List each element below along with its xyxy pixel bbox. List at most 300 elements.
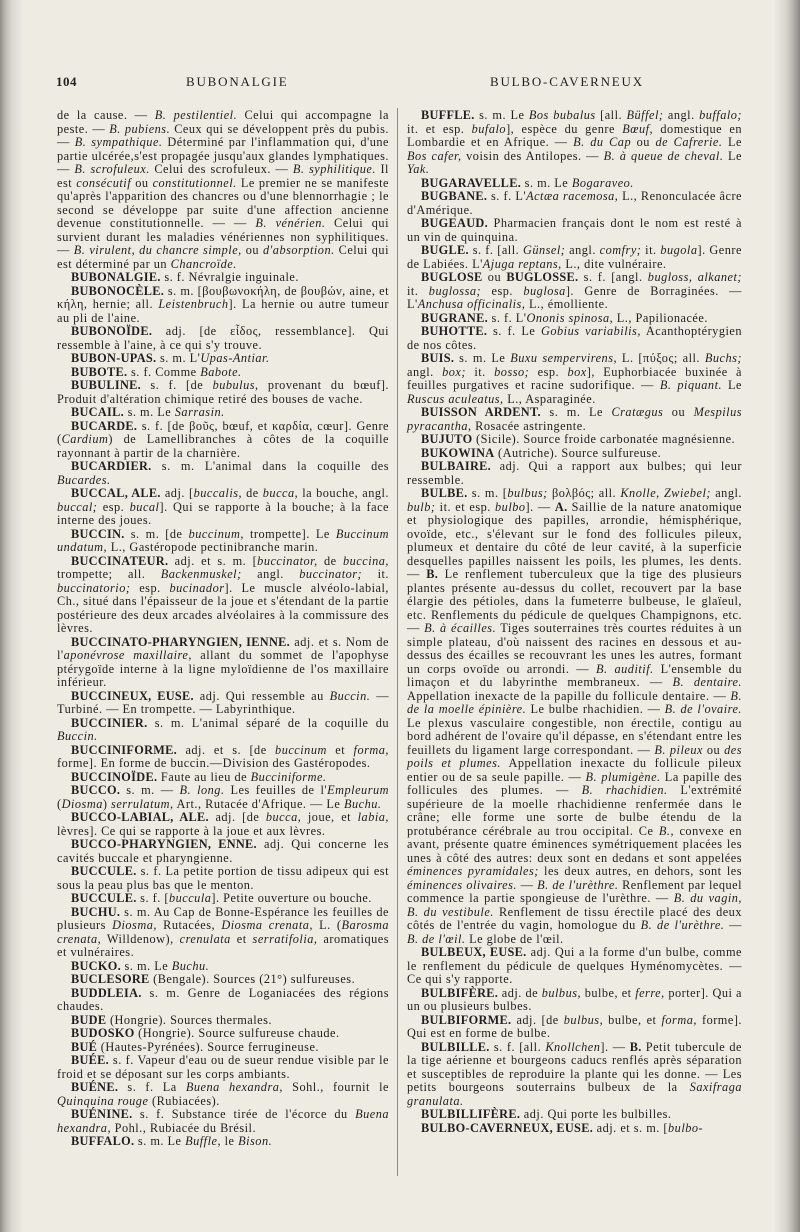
running-head-first-entry: BUBONALGIE [186,74,289,89]
entry-italic-text: bulbus, [541,985,582,1000]
dictionary-entry [57,379,389,406]
entry-text: s. f. Vapeur d'eau ou de sueur rendue visible par le froid et se déposant sur les corps ambiants. [57,1053,389,1081]
entry-text: le [221,1134,239,1148]
entry-italic-text: forma, [353,742,389,757]
entry-italic-text: B., [658,823,675,838]
entry-bold-text: BUCCULE. [71,864,137,878]
entry-text: ou [702,742,725,757]
entry-text: adj. et s. m. [ [168,553,258,568]
entry-bold-text: BUDE [71,1012,107,1027]
dictionary-entry [57,636,389,690]
dictionary-entry [57,271,389,285]
entry-text: s. m. — [120,783,180,797]
entry-bold-text: BUÉNINE. [71,1107,133,1121]
entry-italic-text: Barosma crenata, [57,918,389,946]
entry-text: adj. Qui ressemble au [193,688,330,703]
entry-text: s. f. La petite portion de tissu adipeux qui est sous la peau plus bas que le menton. [57,864,389,892]
entry-italic-text: B. pubiens. [109,121,171,136]
dictionary-entry [57,811,389,838]
entry-text: Rutacées, [156,918,222,932]
entry-text: adj. Qui a la forme d'un bulbe, comme le renflement du pédicule de quelques Hyménomycètes. — Ce qui s'y rapporte. [407,945,742,986]
entry-bold-text: BULBO-CAVERNEUX, EUSE. [421,1120,594,1135]
entry-bold-text: BUCKO. [71,958,121,973]
dictionary-entry [407,987,742,1014]
dictionary-entry [57,1027,389,1041]
entry-italic-text: Cratægus [611,405,664,419]
entry-text: (Rubiacées). [148,1093,220,1108]
entry-bold-text: BUCHU. [71,904,121,919]
entry-text: adj. et s. [de [177,742,276,757]
entry-italic-text: buglosa [523,283,566,298]
entry-italic-text: buccinator; [299,567,363,581]
entry-text: ]. Qui se rapporte à la bouche; à la face interne des joues. [57,499,389,527]
entry-bold-text: BUBONOCÈLE. [71,283,165,298]
left-column [57,109,389,1149]
entry-bold-text: BUCCO. [71,783,121,797]
entry-italic-text: bulb; [407,499,436,514]
entry-text: Le renflement tuberculeux que la tige des plusieurs plantes présente au-dessus du collet, recouvert par la base élargie des pétioles, dans la fumeterre bulbeuse, le glaïeul, etc. Renflements du pédicule de quelques Champignons, etc. — [407,567,742,635]
entry-italic-text: bosso; [494,364,530,379]
entry-text: Willdenow), [101,931,180,946]
entry-text: Sohl., fournit le [282,1080,389,1094]
entry-bold-text: BUDOSKO [71,1026,135,1040]
dictionary-entry [57,487,389,528]
entry-text: — Turbiné. — En trompette. — Labyrinthique. [57,688,389,716]
dictionary-entry [57,744,389,771]
entry-italic-text: B. rhachidien. [581,783,668,797]
entry-text: ( [57,796,62,811]
entry-text: s. m. Le [521,175,572,190]
entry-text: adj. et s. Nom de l' [57,634,389,662]
entry-bold-text: BUGLOSSE. [506,270,579,284]
entry-text: (Hongrie). Source sulfureuse chaude. [134,1026,340,1040]
entry-bold-text: BUCCINIFORME. [71,742,178,757]
entry-bold-text: BUCCAL, ALE. [71,486,161,500]
entry-text: trompette; all. [57,567,161,581]
entry-text: L'ensemble du limaçon et du labyrinthe membraneux. — [407,661,742,689]
entry-italic-text: Bucciniforme. [250,769,327,784]
entry-bold-text: BUCCINATO-PHARYNGIEN, IENNE. [71,634,291,649]
entry-bold-text: BUÉ [71,1039,98,1054]
entry-italic-text: Ononis spinosa, [526,310,614,325]
dictionary-entry [407,1122,742,1136]
entry-text: adj. [de [208,810,266,824]
entry-text: s. f. Comme [127,364,201,379]
dictionary-entry [57,838,389,865]
entry-text: Déterminé par l'inflammation qui, d'une partie ulcérée,s'est propagée jusqu'aux glandes lymphatiques. — [57,135,389,176]
entry-text: Faute au lieu de [157,769,251,784]
entry-text: Le globe de l'œil. [465,931,564,946]
entry-text: Le bulbe rhachidien. — [526,702,665,716]
entry-text: joue, et [301,810,358,824]
entry-text: Il est [57,162,389,190]
dictionary-entry [57,1041,389,1055]
entry-text: convexe en avant, présente quatre éminences symétriquement placées les unes à côté des autres: deux sont en dedans et sont appelées [407,823,742,865]
entry-text: s. f. [all. [468,243,523,257]
entry-bold-text: BUBULINE. [71,378,142,392]
entry-italic-text: B. à écailles. [424,621,497,635]
entry-italic-text: Buena hexandra, [57,1107,389,1135]
entry-text: (Hautes-Pyrénées). Source ferrugineuse. [97,1039,319,1054]
entry-text: Tiges souterraines très courtes réduites à un simple plateau, d'où naissent des racines en dessous et au-dessus des écailles se recouvrant les unes les autres, formant un corps ovoïde ou arrondi. — [407,621,743,676]
entry-italic-text: Günsel; [522,243,566,257]
entry-text: adj. et s. m. [ [593,1120,669,1135]
entry-text: adj. [de εἶδος, ressemblance]. Qui ressemble à l'aine, à ce qui s'y trouve. [57,324,389,352]
entry-italic-text: éminences pyramidales; [407,864,539,878]
entry-bold-text: BUCCINOÏDE. [71,769,158,784]
running-head-last-entry: BULBO-CAVERNEUX [490,74,644,89]
dictionary-entry [57,960,389,974]
entry-text: bulbe, et [581,985,636,1000]
entry-italic-text: Babote. [200,364,242,379]
entry-italic-text: B. auditif. [596,661,654,676]
dictionary-entry [57,987,389,1014]
entry-text: s. m. Le [540,405,612,419]
entry-text: s. m. Au Cap de Bonne-Espérance les feuilles de plusieurs [57,904,389,932]
entry-italic-text: Bucardes. [57,472,111,487]
entry-italic-text: Buccin. [329,688,371,703]
entry-text: adj. Qui a rapport aux bulbes; qui leur ressemble. [407,459,742,487]
entry-text: s. f. Substance tirée de l'écorce du [132,1107,356,1121]
entry-text: it. et esp. [407,121,472,136]
entry-bold-text: BUCCINEUX, EUSE. [71,688,194,703]
entry-bold-text: BUÉE. [71,1053,110,1067]
entry-italic-text: bulbo [495,499,526,514]
dictionary-entry [57,460,389,487]
entry-italic-text: Buccinum undatum, [57,526,390,554]
entry-italic-text: B. sympathique. [74,135,163,149]
entry-bold-text: BUCCINIER. [71,715,148,730]
entry-text: L. ( [312,918,342,932]
entry-italic-text: Bison. [238,1134,273,1148]
entry-text: s. m. L' [156,351,201,365]
entry-text: ]. La hernie ou autre tumeur au pli de l'aine. [57,297,389,325]
dictionary-entry [407,109,742,177]
entry-italic-text: Knollchen [545,1039,601,1054]
right-column [407,109,742,1135]
entry-italic-text: d'absorption. [263,243,335,257]
dictionary-entry [57,528,389,555]
entry-text: s. m. Genre de Loganiacées des régions chaudes. [57,985,389,1013]
entry-text: Renflement par lequel commence la partie spongieuse de l'urèthre. — [407,877,742,905]
entry-text: s. m. [de [124,526,189,541]
entry-text: it. [641,243,661,257]
entry-text: Appellation inexacte de la papille du follicule dentaire. — [407,688,731,703]
dictionary-entry [57,892,389,906]
entry-text: (Sicile). Source froide carbonatée magnésienne. [472,432,736,446]
entry-text: adj. Qui concerne les cavités buccale et pharyngienne. [57,837,389,865]
entry-text: ]. Genre de Labiées. L' [407,243,742,271]
entry-text: La papille des follicules des plumes. — [407,769,743,797]
entry-italic-text: buccalis, [193,486,243,500]
dictionary-entry [57,1108,389,1135]
entry-bold-text: BUGRANE. [421,310,488,325]
entry-text: L'extrémité supérieure de la moelle rhachidienne renfermée dans le crâne; elle forme une sorte de bulbe étendu de la protubérance cérébrale au trou occipital. Ce [407,783,742,838]
entry-text: ]. — [525,499,555,514]
entry-italic-text: B. de la moelle épinière. [407,688,742,716]
entry-text: esp. [97,499,130,514]
entry-text: forme]. Qui est en forme de bulbe. [407,1012,742,1040]
entry-text: allant du sommet de l'apophyse ptérygoïde interne à la ligne myloïdienne de l'os maxillaire inférieur. [57,648,389,689]
entry-italic-text: B. du Cap [573,135,632,149]
entry-text: lèvres]. Ce qui se rapporte à la joue et aux lèvres. [57,823,326,838]
entry-italic-text: B. à queue de cheval. [603,148,724,163]
entry-italic-text: bufalo [471,121,507,136]
entry-bold-text: BUCCO-PHARYNGIEN, ENNE. [71,837,257,851]
entry-italic-text: B. long. [179,783,225,797]
entry-bold-text: BUBOTE. [71,364,128,379]
entry-text: adj. Qui porte les bulbilles. [520,1107,672,1121]
entry-text: ) de Lamellibranches à côtes de la coquille rayonnant à partir de la charnière. [57,432,389,460]
entry-italic-text: bucca, [262,486,299,500]
entry-italic-text: buglossa; [428,283,482,298]
entry-italic-text: buccina, [343,553,390,568]
dictionary-entry [407,325,742,352]
dictionary-entry [407,433,742,447]
entry-text: (Hongrie). Sources thermales. [106,1012,272,1027]
entry-italic-text: bulbus, [563,1012,604,1027]
entry-text: les deux autres, en dehors, sont les [538,864,742,878]
entry-italic-text: comfry; [599,243,642,257]
entry-text: L., Asparaginée. [503,391,596,406]
entry-text: esp. [529,364,568,379]
entry-text: adj. [ [160,486,194,500]
entry-text: s. m. L'animal séparé de la coquille du [147,715,389,730]
dictionary-entry [57,906,389,960]
entry-bold-text: B. [629,1039,642,1054]
entry-italic-text: Cardium [61,432,109,446]
entry-bold-text: A. [554,499,568,514]
entry-italic-text: éminences olivaires. [407,877,518,892]
entry-bold-text: B. [426,567,439,581]
entry-text: s. f. [angl. [578,270,648,284]
entry-bold-text: BULBIFORME. [421,1012,512,1027]
entry-italic-text: bucal [129,499,160,514]
entry-text: s. m. Le [454,351,511,365]
entry-text: ) [102,796,112,811]
entry-italic-text: B. de l'urèthre. [640,918,725,932]
entry-text: domestique en Lombardie et en Afrique. — [407,121,742,149]
dictionary-entry [57,285,389,326]
dictionary-entry [407,460,742,487]
entry-bold-text: BUDDLEIA. [71,985,142,1000]
entry-bold-text: BUGARAVELLE. [421,175,522,190]
entry-italic-text: Quinquina rouge [57,1093,149,1108]
entry-italic-text: B. du vagin, B. du vestibule. [407,891,742,919]
entry-italic-text: Bos cafer, [407,148,462,163]
entry-italic-text: bugola [660,243,698,257]
entry-italic-text: B. de l'ovaire. [664,702,742,716]
entry-bold-text: BUGLOSE [421,270,483,284]
entry-italic-text: Bogaraveo. [571,175,634,190]
dictionary-entry [57,865,389,892]
entry-text: it. [362,567,389,581]
entry-italic-text: B. dentaire. [672,675,742,689]
dictionary-entry [407,312,742,326]
entry-text: ou [631,135,656,149]
dictionary-entry [57,1014,389,1028]
entry-text: s. f. [de [141,378,213,392]
entry-text: s. f. Le [487,324,541,338]
entry-text: s. m. [ [467,486,508,500]
entry-text: porter]. Qui a un ou plusieurs bulbes. [407,985,742,1013]
entry-text: s. f. Névralgie inguinale. [160,270,299,284]
entry-italic-text: de Cafrerie. [655,135,723,149]
entry-italic-text: Bœuf, [622,121,654,136]
entry-text: s. m. Le [124,405,175,419]
entry-text: de [317,553,343,568]
entry-bold-text: BUCLESORE [71,972,150,986]
entry-bold-text: BUCCIN. [71,526,125,541]
entry-text: it. [465,364,495,379]
entry-italic-text: forma, [661,1012,697,1027]
entry-text: aromatiques et vulnéraires. [57,931,389,959]
entry-text: s. f. [de βοῦς, bœuf, et καρδία, cœur]. Genre ( [57,418,389,446]
entry-text: βολβός; all. [547,486,621,500]
entry-text: — [724,918,742,932]
entry-italic-text: serrulatum, [111,796,174,811]
entry-italic-text: B. syphilitique. [292,162,376,176]
entry-italic-text: B. vénérien. [255,216,326,230]
entry-italic-text: Actæa racemosa, [526,189,619,203]
entry-bold-text: BUGLE. [421,243,469,257]
dictionary-entry [57,366,389,380]
dictionary-entry [407,406,742,433]
entry-italic-text: Chancroïde. [170,256,237,271]
entry-italic-text: Diosma, [112,918,157,932]
entry-bold-text: BULBILLIFÈRE. [421,1107,521,1121]
entry-text: — [517,877,538,892]
entry-text: Le [723,148,743,163]
entry-italic-text: Bos bubalus [528,108,596,122]
entry-text: adj. [de [511,1012,564,1027]
entry-bold-text: BUIS. [421,351,455,365]
entry-italic-text: B. virulent, du chancre simple, [73,243,242,257]
entry-italic-text: Buxu sempervirens, [510,351,618,365]
dictionary-entry [57,771,389,785]
entry-bold-text: BUKOWINA [421,445,495,460]
entry-italic-text: ferre, [635,985,665,1000]
dictionary-entry [57,784,389,811]
entry-italic-text: B. de l'urèthre. [537,877,619,892]
entry-italic-text: B. piquant. [659,378,723,392]
entry-text: s. m. [βουβωνοκήλη, de βουβών, aine, et κήλη, hernie; all. [57,283,389,311]
entry-text: esp. [130,580,170,595]
dictionary-entry [407,271,742,312]
entry-bold-text: BUCCO-LABIAL, ALE. [71,810,209,824]
entry-text: ]. Petite ouverture ou bouche. [211,891,372,905]
entry-italic-text: Buccin. [57,729,98,743]
entry-italic-text: B. scrofuleux. [74,162,150,176]
page-number: 104 [56,74,77,89]
entry-text: de la cause. — [57,108,155,122]
entry-italic-text: aponévrose maxillaire, [63,648,192,662]
entry-italic-text: Upas-Antiar. [200,351,270,365]
entry-text: Petit tubercule de la tige aérienne et bourgeons caducs renflés après séparation et susceptibles de reproduire la plante qui les donne. — Les petits bourgeons souterrains bulbeux de la [407,1039,742,1094]
entry-bold-text: BUCARDIER. [71,459,152,473]
dictionary-entry [407,177,742,191]
entry-italic-text: Gobius variabilis, [540,324,641,338]
entry-text: Le premier ne se manifeste qu'après l'apparition des chancres ou d'une blennorrhagie ; le second se développe par suite d'une affection ancienne devenue constitutionnelle. — — [57,175,390,230]
entry-italic-text: constitutionnel. [152,175,237,190]
dictionary-entry [407,244,742,271]
entry-bold-text: BUGBANE. [421,189,488,203]
entry-text: L., émolliente. [525,297,609,311]
entry-bold-text: BULBIFÈRE. [421,985,499,1000]
entry-italic-text: buffalo; [699,108,743,122]
entry-italic-text: B. de l'œil. [407,931,466,946]
entry-text: L. [πύξος; all. [617,351,705,365]
entry-text: s. f. [all. [489,1039,546,1054]
entry-italic-text: bulbo- [668,1120,704,1135]
entry-text: ], espèce du genre [506,121,623,136]
dictionary-entry [407,1014,742,1041]
entry-italic-text: Buffle, [185,1134,222,1148]
entry-text: voisin des Antilopes. — [461,148,604,163]
entry-italic-text: Mespilus pyracantha, [407,405,743,433]
entry-text: s. f. [ [136,891,169,905]
entry-italic-text: Anchusa officinalis, [417,297,526,311]
entry-text: adj. de [498,985,542,1000]
entry-text: angl. [711,486,742,500]
entry-text: Appellation inexacte du follicule pileux entier ou de sa seule papille. — [407,756,743,784]
entry-text: s. m. Le [120,958,172,973]
entry-italic-text: Buchu. [343,796,382,811]
entry-italic-text: buccinum, [188,526,244,541]
entry-italic-text: B. pileux [654,742,703,757]
entry-italic-text: B. plumigène. [585,769,661,784]
entry-text: angl. [565,243,600,257]
entry-text: Le [722,135,742,149]
entry-italic-text: buccal; [57,499,98,514]
entry-italic-text: box [567,364,587,379]
dictionary-entry [407,352,742,406]
entry-text: Le plexus vasculaire congestible, non érectile, contigu au bord adhérent de l'ovaire qu'il dépasse, en s'étendant entre les feuillets du ligament large correspondant. — [407,715,742,757]
entry-text: et [230,931,253,946]
entry-italic-text: Diosma crenata, [221,918,313,932]
entry-text: s. m. Le [474,108,529,122]
entry-text: (Bengale). Sources (21°) sulfureuses. [149,972,356,986]
entry-text: provenant du bœuf]. Produit d'altération chimique retiré des bouses de vache. [57,378,389,406]
entry-italic-text: des poils et plumes. [407,742,742,770]
entry-text: ], Euphorbiacée buxinée à feuilles purgatives et racine sudorifique. — [407,364,743,392]
dictionary-entry [407,487,742,946]
entry-text: Celui des scrofuleux. — [149,162,293,176]
entry-text: Pharmacien français dont le nom est resté à un vin de quinquina. [407,216,742,244]
entry-text: s. m. Le [134,1134,186,1148]
dictionary-entry [407,447,742,461]
entry-text: angl. [663,108,700,122]
dictionary-entry [57,973,389,987]
entry-italic-text: Empleurum [327,783,390,797]
entry-text: (Autriche). Source sulfureuse. [494,445,662,460]
entry-text: forme]. En forme de buccin.—Division des Gastéropodes. [57,756,371,770]
entry-italic-text: crenulata [179,931,231,946]
entry-text: it. [407,283,429,298]
entry-text: L., Renonculacée âcre d'Amérique. [407,189,743,217]
entry-italic-text: Knolle, Zwiebel; [620,486,711,500]
entry-italic-text: Büffel; [626,108,664,122]
entry-italic-text: buccinator, [257,553,318,568]
entry-italic-text: Saxifraga granulata. [407,1080,742,1108]
entry-italic-text: buccinatorio; [57,580,131,595]
entry-italic-text: consécutif [76,175,132,190]
entry-text: Acanthoptérygien de nos côtes. [407,324,742,352]
entry-text: Celui qui survient durant les maladies vénériennes non syphilitiques. — [57,216,389,257]
entry-text: Rosacée astringente. [471,418,587,433]
entry-text: Celui qui accompagne la peste. — [57,108,389,136]
entry-text: Renflement de tissu érectile placé des deux côtés de l'entrée du vagin, homologue du [407,904,742,932]
